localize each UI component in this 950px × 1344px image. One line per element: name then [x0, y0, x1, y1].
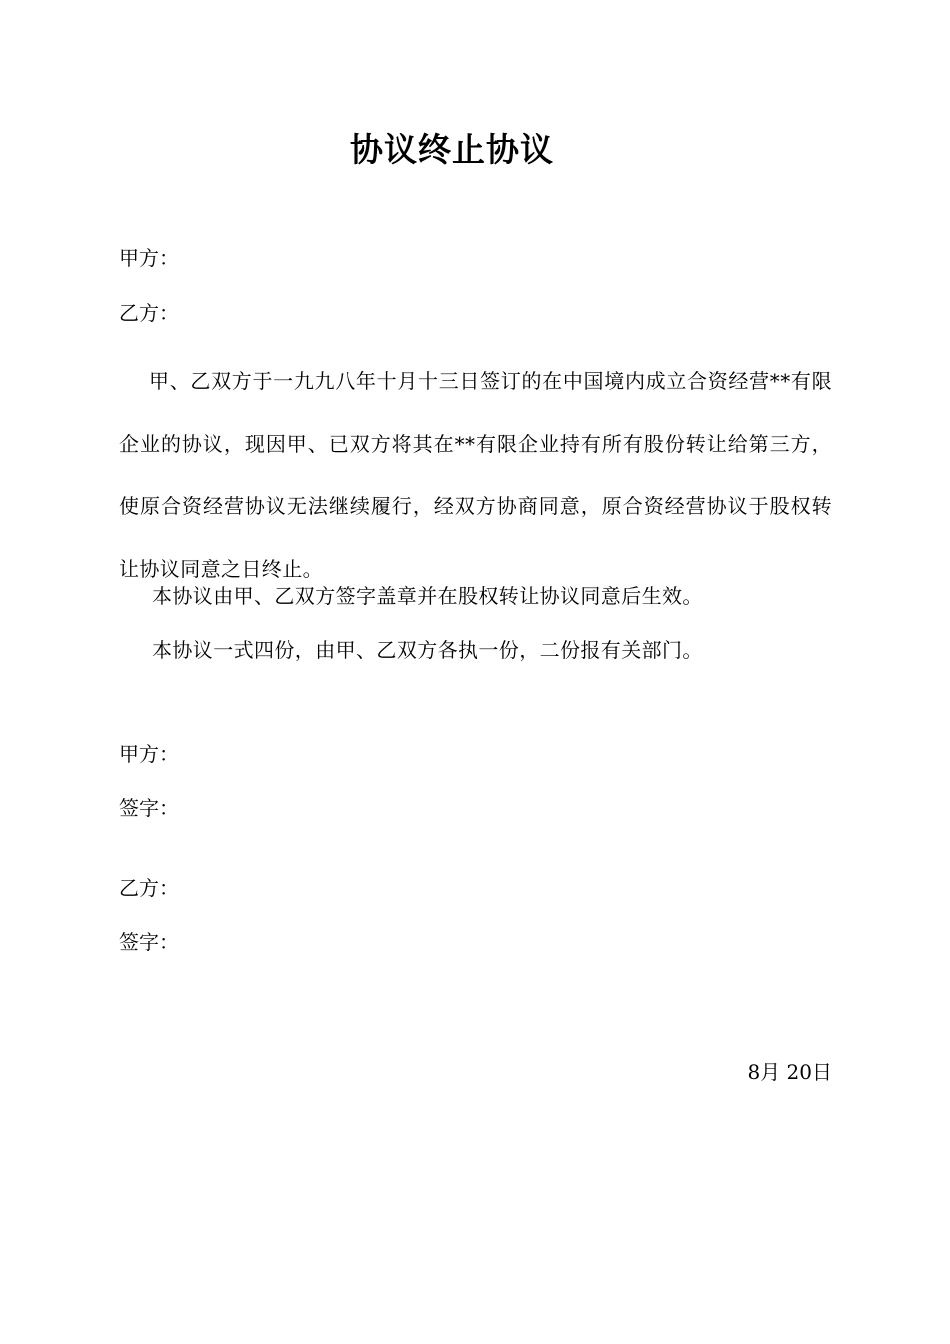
- party-a-label: 甲方：: [119, 246, 179, 270]
- copies-clause: 本协议一式四份，由甲、乙双方各执一份，二份报有关部门。: [152, 638, 703, 662]
- party-b-label: 乙方：: [119, 301, 179, 325]
- signature-party-a-label: 甲方：: [119, 742, 179, 766]
- signature-party-b-sign-label: 签字：: [119, 930, 179, 954]
- body-paragraph: 甲、乙双方于一九九八年十月十三日签订的在中国境内成立合资经营**有限企业的协议，现因甲、已双方将其在**有限企业持有所有股份转让给第三方，使原合资经营协议无法继续履行，经双方协商同意，原合资经营协议于股权转让协议同意之日终止。: [119, 369, 832, 581]
- signature-party-b-label: 乙方：: [119, 876, 179, 900]
- signature-party-a-sign-label: 签字：: [119, 796, 179, 820]
- document-date: 8月 20日: [747, 1060, 832, 1084]
- effective-clause: 本协议由甲、乙双方签字盖章并在股权转让协议同意后生效。: [152, 584, 703, 608]
- document-title: 协议终止协议: [350, 130, 554, 169]
